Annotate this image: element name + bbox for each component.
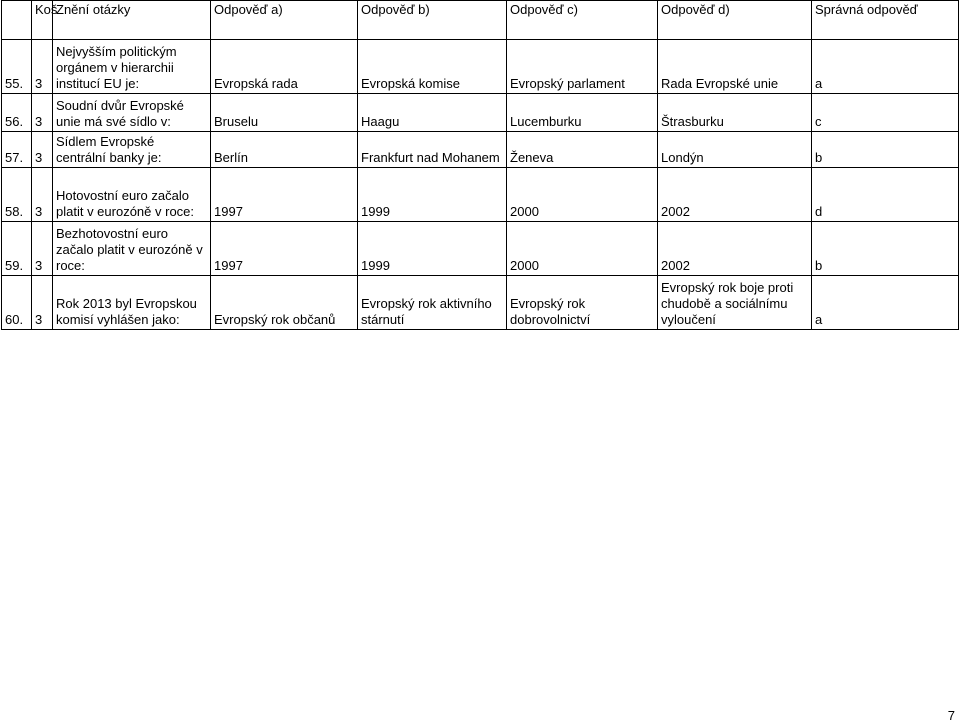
header-correct: Správná odpověď (812, 1, 959, 40)
row-answer-d: Štrasburku (658, 94, 812, 132)
row-answer-d: 2002 (658, 168, 812, 222)
row-answer-c: 2000 (507, 168, 658, 222)
row-correct: c (812, 94, 959, 132)
row-answer-c: 2000 (507, 222, 658, 276)
row-question: Rok 2013 byl Evropskou komisí vyhlášen jako: (53, 276, 211, 330)
row-number: 60. (2, 276, 32, 330)
header-number (2, 1, 32, 40)
header-question: Znění otázky (53, 1, 211, 40)
row-question: Sídlem Evropské centrální banky je: (53, 132, 211, 168)
header-answer-c: Odpověď c) (507, 1, 658, 40)
row-answer-b: 1999 (358, 168, 507, 222)
page-number: 7 (947, 708, 955, 723)
row-number: 55. (2, 40, 32, 94)
header-answer-b: Odpověď b) (358, 1, 507, 40)
row-answer-b: Evropský rok aktivního stárnutí (358, 276, 507, 330)
header-answer-a: Odpověď a) (211, 1, 358, 40)
row-number: 58. (2, 168, 32, 222)
table-row (2, 132, 959, 168)
row-correct: a (812, 276, 959, 330)
row-question: Nejvyšším politickým orgánem v hierarchii institucí EU je: (53, 40, 211, 94)
row-question: Bezhotovostní euro začalo platit v eurozóně v roce: (53, 222, 211, 276)
row-answer-d: Londýn (658, 132, 812, 168)
row-number: 57. (2, 132, 32, 168)
row-answer-c: Evropský rok dobrovolnictví (507, 276, 658, 330)
row-answer-b: 1999 (358, 222, 507, 276)
row-answer-b: Frankfurt nad Mohanem (358, 132, 507, 168)
row-answer-c: Lucemburku (507, 94, 658, 132)
row-answer-a: Bruselu (211, 94, 358, 132)
row-kos: 3 (32, 276, 53, 330)
row-kos: 3 (32, 222, 53, 276)
row-question: Hotovostní euro začalo platit v eurozóně v roce: (53, 168, 211, 222)
table-row (2, 222, 959, 276)
row-correct: b (812, 132, 959, 168)
header-row (2, 1, 959, 40)
row-answer-d: Rada Evropské unie (658, 40, 812, 94)
table-row (2, 276, 959, 330)
row-kos: 3 (32, 168, 53, 222)
row-answer-a: 1997 (211, 168, 358, 222)
row-answer-a: Berlín (211, 132, 358, 168)
row-answer-b: Haagu (358, 94, 507, 132)
row-answer-d: 2002 (658, 222, 812, 276)
row-kos: 3 (32, 132, 53, 168)
row-answer-c: Ženeva (507, 132, 658, 168)
row-answer-b: Evropská komise (358, 40, 507, 94)
row-answer-c: Evropský parlament (507, 40, 658, 94)
row-correct: a (812, 40, 959, 94)
row-answer-d: Evropský rok boje proti chudobě a sociálnímu vyloučení (658, 276, 812, 330)
row-answer-a: 1997 (211, 222, 358, 276)
row-number: 59. (2, 222, 32, 276)
quiz-table (1, 0, 959, 330)
header-answer-d: Odpověď d) (658, 1, 812, 40)
row-question: Soudní dvůr Evropské unie má své sídlo v: (53, 94, 211, 132)
row-correct: d (812, 168, 959, 222)
header-kos: Koš (32, 1, 53, 40)
row-number: 56. (2, 94, 32, 132)
row-answer-a: Evropská rada (211, 40, 358, 94)
table-row (2, 168, 959, 222)
row-kos: 3 (32, 40, 53, 94)
table-row (2, 94, 959, 132)
row-correct: b (812, 222, 959, 276)
row-answer-a: Evropský rok občanů (211, 276, 358, 330)
row-kos: 3 (32, 94, 53, 132)
table-row (2, 40, 959, 94)
